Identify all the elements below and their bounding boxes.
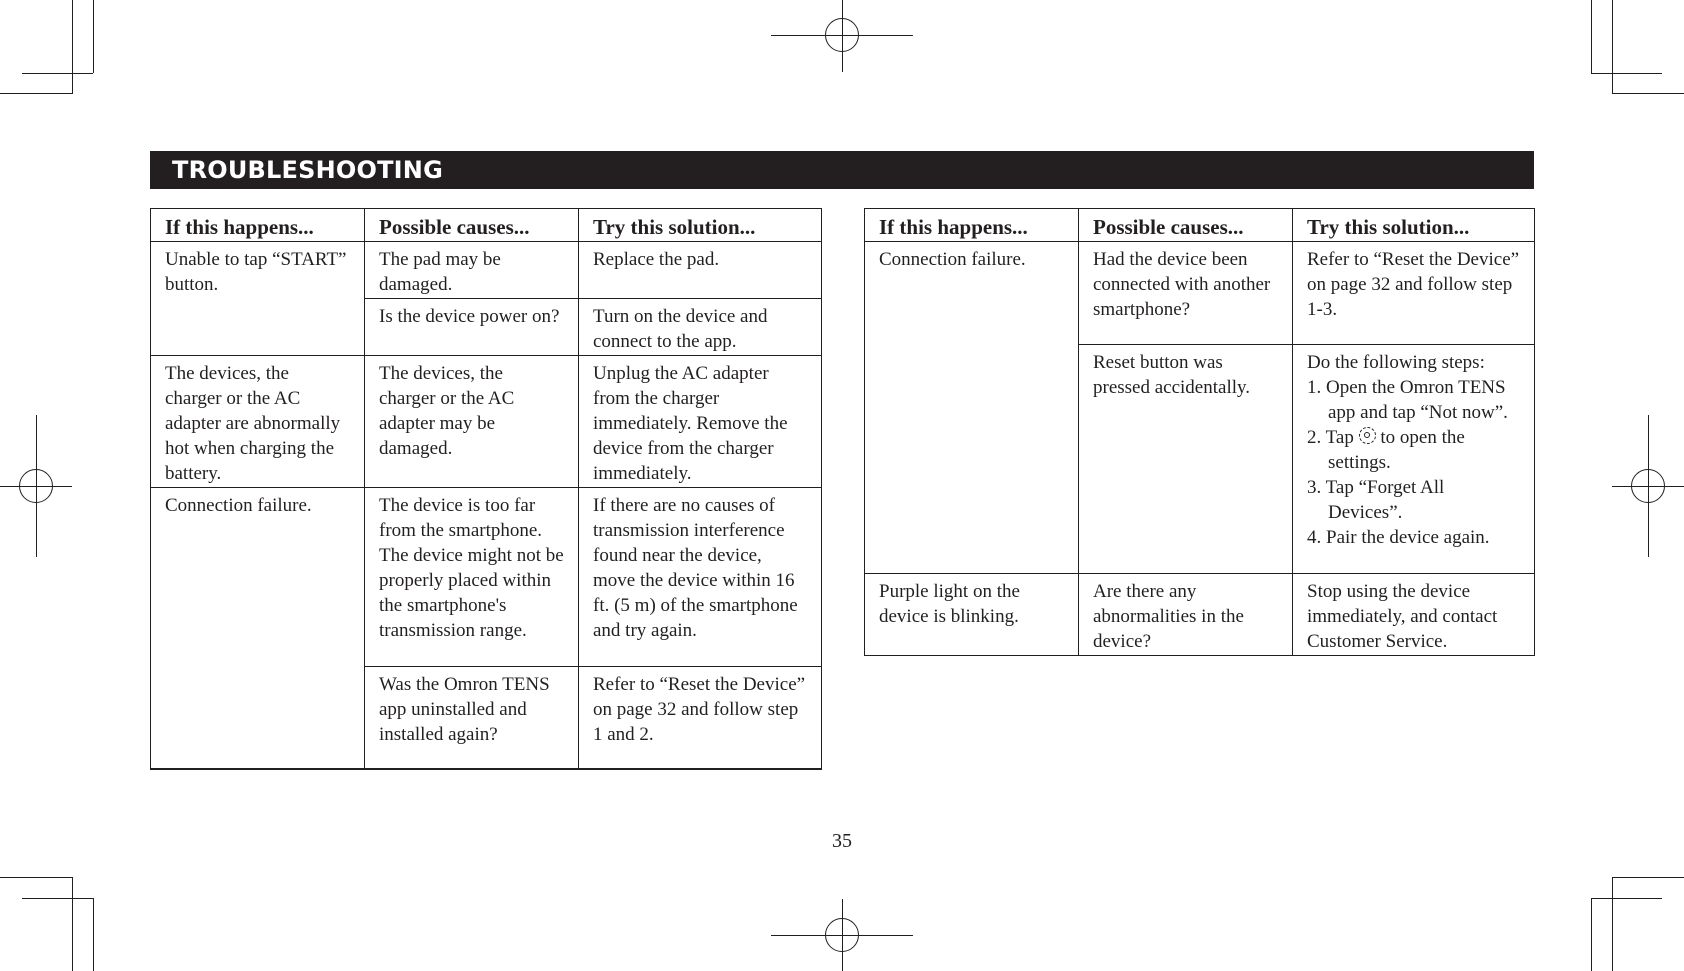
- steps-intro: Do the following steps:: [1307, 352, 1485, 373]
- header-happens: If this happens...: [865, 209, 1079, 242]
- page-number: 35: [832, 830, 852, 852]
- cause-cell: Had the device been connected with another smartphone?: [1079, 242, 1293, 345]
- steps-list: [1307, 375, 1520, 550]
- table-row: [865, 242, 1535, 345]
- header-causes: Possible causes...: [365, 209, 579, 242]
- problem-cell: Connection failure.: [865, 242, 1079, 574]
- problem-cell: Connection failure.: [151, 488, 365, 769]
- list-item: [1307, 425, 1520, 475]
- list-item: 3. Tap “Forget All Devices”.: [1307, 477, 1445, 523]
- table-header-row: [865, 209, 1535, 242]
- step2-text-after: to open the settings.: [1328, 427, 1465, 473]
- solution-cell: [1293, 345, 1535, 574]
- table-header-row: [151, 209, 822, 242]
- cause-cell: The pad may be damaged.: [365, 242, 579, 299]
- header-solution: Try this solution...: [579, 209, 822, 242]
- cause-cell: The device is too far from the smartphone. The device might not be properly placed within the smartphone's transmission range.: [365, 488, 579, 667]
- cause-cell: Was the Omron TENS app uninstalled and installed again?: [365, 667, 579, 769]
- solution-cell: Replace the pad.: [579, 242, 822, 299]
- table-row: [151, 356, 822, 488]
- problem-cell: Unable to tap “START” button.: [151, 242, 365, 356]
- troubleshooting-table-left: [150, 208, 822, 770]
- cause-cell: Reset button was pressed accidentally.: [1079, 345, 1293, 574]
- solution-cell: Refer to “Reset the Device” on page 32 and follow step 1 and 2.: [579, 667, 822, 769]
- problem-cell: Purple light on the device is blinking.: [865, 574, 1079, 656]
- solution-cell: Turn on the device and connect to the app.: [579, 299, 822, 356]
- solution-cell: Unplug the AC adapter from the charger immediately. Remove the device from the charger immediately.: [579, 356, 822, 488]
- section-title: TROUBLESHOOTING: [172, 156, 443, 184]
- solution-cell: If there are no causes of transmission interference found near the device, move the device within 16 ft. (5 m) of the smartphone and try again.: [579, 488, 822, 667]
- problem-cell: The devices, the charger or the AC adapter are abnormally hot when charging the battery.: [151, 356, 365, 488]
- cause-cell: Is the device power on?: [365, 299, 579, 356]
- header-happens: If this happens...: [151, 209, 365, 242]
- troubleshooting-table-right: [864, 208, 1535, 656]
- cause-cell: The devices, the charger or the AC adapter may be damaged.: [365, 356, 579, 488]
- header-solution: Try this solution...: [1293, 209, 1535, 242]
- solution-cell: Stop using the device immediately, and contact Customer Service.: [1293, 574, 1535, 656]
- list-item: 4. Pair the device again.: [1307, 527, 1490, 548]
- cause-cell: Are there any abnormalities in the device?: [1079, 574, 1293, 656]
- section-banner: [150, 151, 1534, 189]
- solution-cell: Refer to “Reset the Device” on page 32 and follow step 1-3.: [1293, 242, 1535, 345]
- table-row: [151, 488, 822, 667]
- gear-icon: [1359, 427, 1376, 444]
- step2-text-before: 2. Tap: [1307, 427, 1354, 448]
- header-causes: Possible causes...: [1079, 209, 1293, 242]
- table-row: [865, 574, 1535, 656]
- table-row: [151, 242, 822, 299]
- list-item: 1. Open the Omron TENS app and tap “Not now”.: [1307, 377, 1508, 423]
